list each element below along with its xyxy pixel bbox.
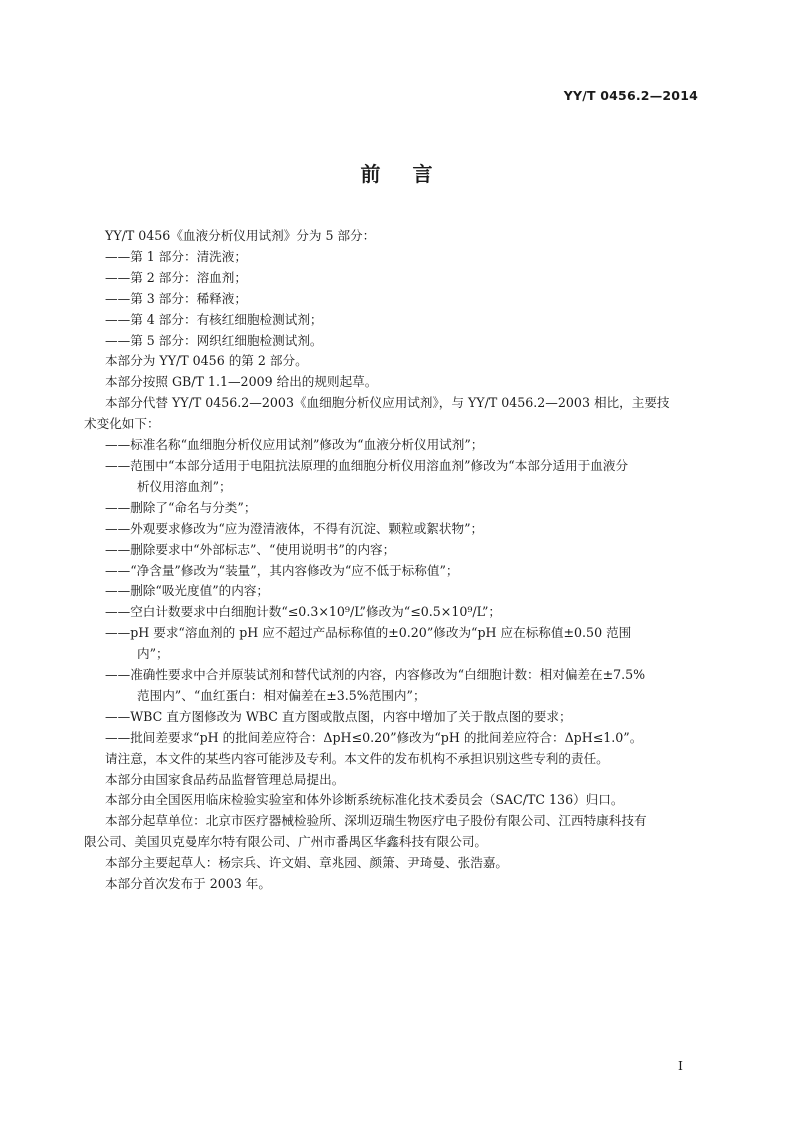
text-line: ——第 1 部分：清洗液； [105, 248, 247, 264]
text-line: ——删除了“命名与分类”； [105, 499, 257, 515]
text-line: 术变化如下： [84, 416, 160, 432]
text-line: 本部分由国家食品药品监督管理总局提出。 [105, 771, 345, 787]
text-line: ——批间差要求“pH 的批间差应符合：ΔpH≤0.20”修改为“pH 的批间差应符合：ΔpH≤1.0”。 [105, 729, 643, 745]
text-line: 范围内”、“血红蛋白：相对偏差在±3.5%范围内”； [137, 687, 426, 703]
text-line: ——范围中“本部分适用于电阻抗法原理的血细胞分析仪用溶血剂”修改为“本部分适用于血液分 [105, 457, 629, 473]
text-line: 本部分主要起草人：杨宗兵、许文娟、章兆园、颜箫、尹琦曼、张浩嘉。 [105, 855, 508, 871]
text-line: 本部分为 YY/T 0456 的第 2 部分。 [105, 353, 308, 369]
standard-code: YY/T 0456.2—2014 [563, 88, 698, 103]
text-line: ——第 5 部分：网织红细胞检测试剂。 [105, 332, 323, 348]
text-line: 本部分按照 GB/T 1.1—2009 给出的规则起草。 [105, 374, 378, 390]
text-line: ——pH 要求“溶血剂的 pH 应不超过产品标称值的±0.20”修改为“pH 应在标称值±0.50 范围 [105, 625, 632, 641]
text-line: 析仪用溶血剂”； [137, 478, 232, 494]
page-title-char-2: 言 [412, 162, 433, 186]
text-line: ——第 3 部分：稀释液； [105, 290, 247, 306]
text-line: 限公司、美国贝克曼库尔特有限公司、广州市番禺区华鑫科技有限公司。 [84, 834, 487, 850]
text-line: ——WBC 直方图修改为 WBC 直方图或散点图，内容中增加了关于散点图的要求； [105, 708, 572, 724]
text-line: 请注意，本文件的某些内容可能涉及专利。本文件的发布机构不承担识别这些专利的责任。 [105, 750, 609, 766]
text-line: ——空白计数要求中白细胞计数“≤0.3×10⁹/L”修改为“≤0.5×10⁹/L”； [105, 604, 502, 620]
text-line: ——标准名称“血细胞分析仪应用试剂”修改为“血液分析仪用试剂”； [105, 437, 484, 453]
text-line: ——删除“吸光度值”的内容； [105, 583, 270, 599]
text-line: ——第 4 部分：有核红细胞检测试剂； [105, 311, 323, 327]
foreword-body [84, 226, 706, 895]
text-line: 本部分由全国医用临床检验实验室和体外诊断系统标准化技术委员会（SAC/TC 136）归口。 [105, 792, 624, 808]
text-line: ——准确性要求中合并原装试剂和替代试剂的内容，内容修改为“白细胞计数：相对偏差在±7.5% [105, 667, 646, 683]
text-line: 本部分首次发布于 2003 年。 [105, 876, 271, 892]
text-line: ——删除要求中“外部标志”、“使用说明书”的内容； [105, 541, 396, 557]
text-line: ——第 2 部分：溶血剂； [105, 269, 247, 285]
text-line: 本部分起草单位：北京市医疗器械检验所、深圳迈瑞生物医疗电子股份有限公司、江西特康科技有 [105, 813, 647, 829]
page-number: I [678, 1058, 683, 1073]
page-title-char-1: 前 [360, 162, 381, 186]
text-line: 内”； [137, 646, 169, 662]
page-title [0, 158, 793, 187]
text-line: YY/T 0456《血液分析仪用试剂》分为 5 部分： [105, 228, 376, 243]
text-line: ——外观要求修改为“应为澄清液体，不得有沉淀、颗粒或絮状物”； [105, 520, 484, 536]
text-line: 本部分代替 YY/T 0456.2—2003《血细胞分析仪应用试剂》，与 YY/T 0456.2—2003 相比，主要技 [105, 395, 670, 411]
text-line: ——“净含量”修改为“装量”，其内容修改为“应不低于标称值”； [105, 562, 459, 578]
